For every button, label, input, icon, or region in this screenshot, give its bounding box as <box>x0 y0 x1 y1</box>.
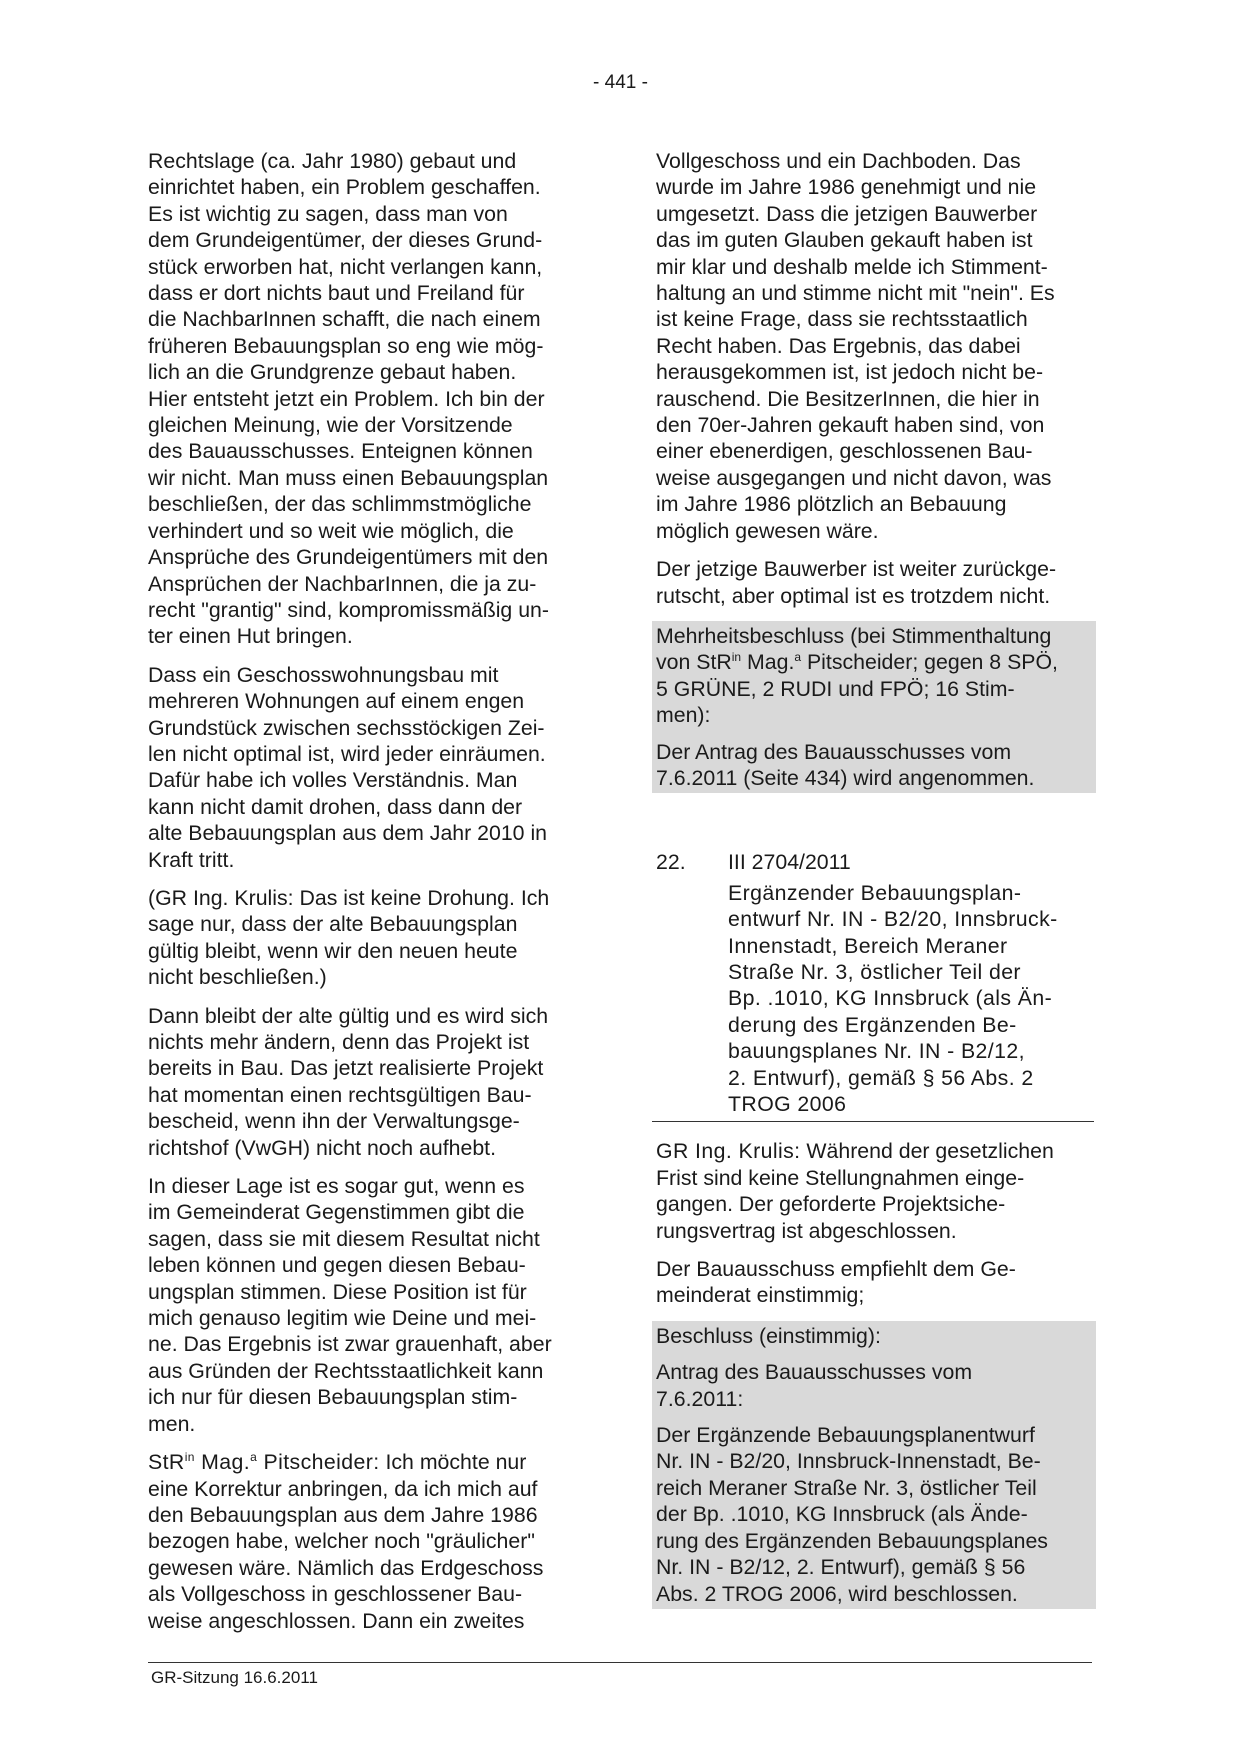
interjection: (GR Ing. Krulis: Das ist keine Drohung. Ich sage nur, dass der alte Bebauungsplan gültig bleibt, wenn wir den neuen heute nicht beschließen.) <box>148 885 550 990</box>
resolution-box <box>652 621 1096 793</box>
paragraph: Dass ein Geschosswohnungsbau mit mehreren Wohnungen auf einem engen Grundstück zwischen sechsstöckigen Zei- len nicht optimal ist, wird jeder einräumen. Dafür habe ich volles Verständnis. Man kann nicht damit drohen, dass dann der alte Bebauungsplan aus dem Jahr 2010 in Kraft tritt. <box>148 662 548 872</box>
divider <box>652 1121 1094 1122</box>
speech-paragraph <box>656 1138 1090 1244</box>
resolution-text: Der Antrag des Bauausschusses vom 7.6.2011 (Seite 434) wird angenommen. <box>656 739 1035 790</box>
footer: GR-Sitzung 16.6.2011 <box>151 1668 318 1687</box>
agenda-item-reference: III 2704/2011 <box>728 850 851 875</box>
left-column <box>148 148 588 1646</box>
paragraph: Dann bleibt der alte gültig und es wird sich nichts mehr ändern, denn das Projekt ist bereits in Bau. Das jetzt realisierte Projekt hat momentan einen rechtsgültigen Bau- bescheid, wenn ihn der Verwaltungsge- richtshof (VwGH) nicht noch aufhebt. <box>148 1003 549 1160</box>
paragraph: Der Bauausschuss empfiehlt dem Ge- meinderat einstimmig; <box>656 1257 1016 1308</box>
footer-divider <box>148 1662 1092 1663</box>
speaker-name: GR Ing. Krulis: <box>656 1139 801 1164</box>
agenda-item-number: 22. <box>656 850 686 875</box>
paragraph: Der jetzige Bauwerber ist weiter zurückge- rutscht, aber optimal ist es trotzdem nicht. <box>656 557 1057 608</box>
resolution-subheading: Antrag des Bauausschusses vom 7.6.2011: <box>656 1360 973 1411</box>
resolution-heading: Beschluss (einstimmig): <box>656 1323 881 1348</box>
resolution-box <box>652 1321 1096 1609</box>
paragraph: In dieser Lage ist es sogar gut, wenn es im Gemeinderat Gegenstimmen gibt die sagen, dass sie mit diesem Resultat nicht leben können und gegen diesen Bebau- ungsplan stimmen. Diese Position ist für mich genauso legitim wie Deine und mei- ne. Das Ergebnis ist zwar grauenhaft, aber aus Gründen der Rechtsstaatlichkeit kann ich nur für diesen Bebauungsplan stim- men. <box>148 1174 552 1436</box>
agenda-item-header <box>656 849 1090 875</box>
speech-paragraph <box>148 1449 588 1634</box>
paragraph: Rechtslage (ca. Jahr 1980) gebaut und einrichtet haben, ein Problem geschaffen. Es ist wichtig zu sagen, dass man von dem Grundeigentümer, der dieses Grund- stück erworben hat, nicht verlangen kann, dass er dort nichts baut und Freiland für die NachbarInnen schafft, die nach einem früheren Bebauungsplan so eng wie mög- lich an die Grundgrenze gebaut haben. Hier entsteht jetzt ein Problem. Ich bin der gleichen Meinung, wie der Vorsitzende des Bauausschusses. Enteignen können wir nicht. Man muss einen Bebauungsplan beschließen, der das schlimmstmögliche verhindert und so weit wie möglich, die Ansprüche des Grundeigentümers mit den Ansprüchen der NachbarInnen, die ja zu- recht "grantig" sind, kompromissmäßig un- ter einen Hut bringen. <box>148 149 549 649</box>
agenda-item-title: Ergänzender Bebauungsplan- entwurf Nr. IN - B2/20, Innsbruck- Innenstadt, Bereich Meraner Straße Nr. 3, östlicher Teil der Bp. .1010, KG Innsbruck (als Än- derung des Ergänzenden Be- bauungsplanes Nr. IN - B2/12, 2. Entwurf), gemäß § 56 Abs. 2 TROG 2006 <box>728 880 1058 1116</box>
speaker-name: StR$^{in}$ Mag.$^a$ Pitscheider: <box>148 1450 380 1475</box>
resolution-text: Der Ergänzende Bebauungsplanentwurf Nr. IN - B2/20, Innsbruck-Innenstadt, Be- reich Meraner Straße Nr. 3, östlicher Teil der Bp. .1010, KG Innsbruck (als Ände- rung des Ergänzenden Bebauungsplanes Nr. IN - B2/12, 2. Entwurf), gemäß § 56 Abs. 2 TROG 2006, wird beschlossen. <box>656 1423 1048 1606</box>
speech-text: Während der gesetzlichen Frist sind keine Stellungnahmen einge- gangen. Der geforderte Projektsiche- rungsvertrag ist abgeschlossen. <box>656 1139 1054 1243</box>
right-column <box>656 148 1090 1609</box>
speech-text: Ich möchte nur eine Korrektur anbringen, da ich mich auf den Bebauungsplan aus dem Jahre 1986 bezogen habe, welcher noch "gräulicher" gewesen wäre. Nämlich das Erdgeschoss als Vollgeschoss in geschlossener Bau- weise angeschlossen. Dann ein zweites <box>148 1450 544 1633</box>
resolution-heading: Mehrheitsbeschluss (bei Stimmenthaltung von StR$^{in}$ Mag.$^a$ Pitscheider; gegen 8 SPÖ, 5 GRÜNE, 2 RUDI und FPÖ; 16 Stim- men): <box>656 623 1058 728</box>
paragraph: Vollgeschoss und ein Dachboden. Das wurde im Jahre 1986 genehmigt und nie umgesetzt. Dass die jetzigen Bauwerber das im guten Glauben gekauft haben ist mir klar und deshalb melde ich Stimment- haltung an und stimme nicht mit "nein". Es ist keine Frage, dass sie rechtsstaatlich Recht haben. Das Ergebnis, das dabei herausgekommen ist, ist jedoch nicht be- rauschend. Die BesitzerInnen, die hier in den 70er-Jahren gekauft haben sind, von einer ebenerdigen, geschlossenen Bau- weise ausgegangen und nicht davon, was im Jahre 1986 plötzlich an Bebauung möglich gewesen wäre. <box>656 149 1055 543</box>
page-number: - 441 - <box>593 72 648 93</box>
